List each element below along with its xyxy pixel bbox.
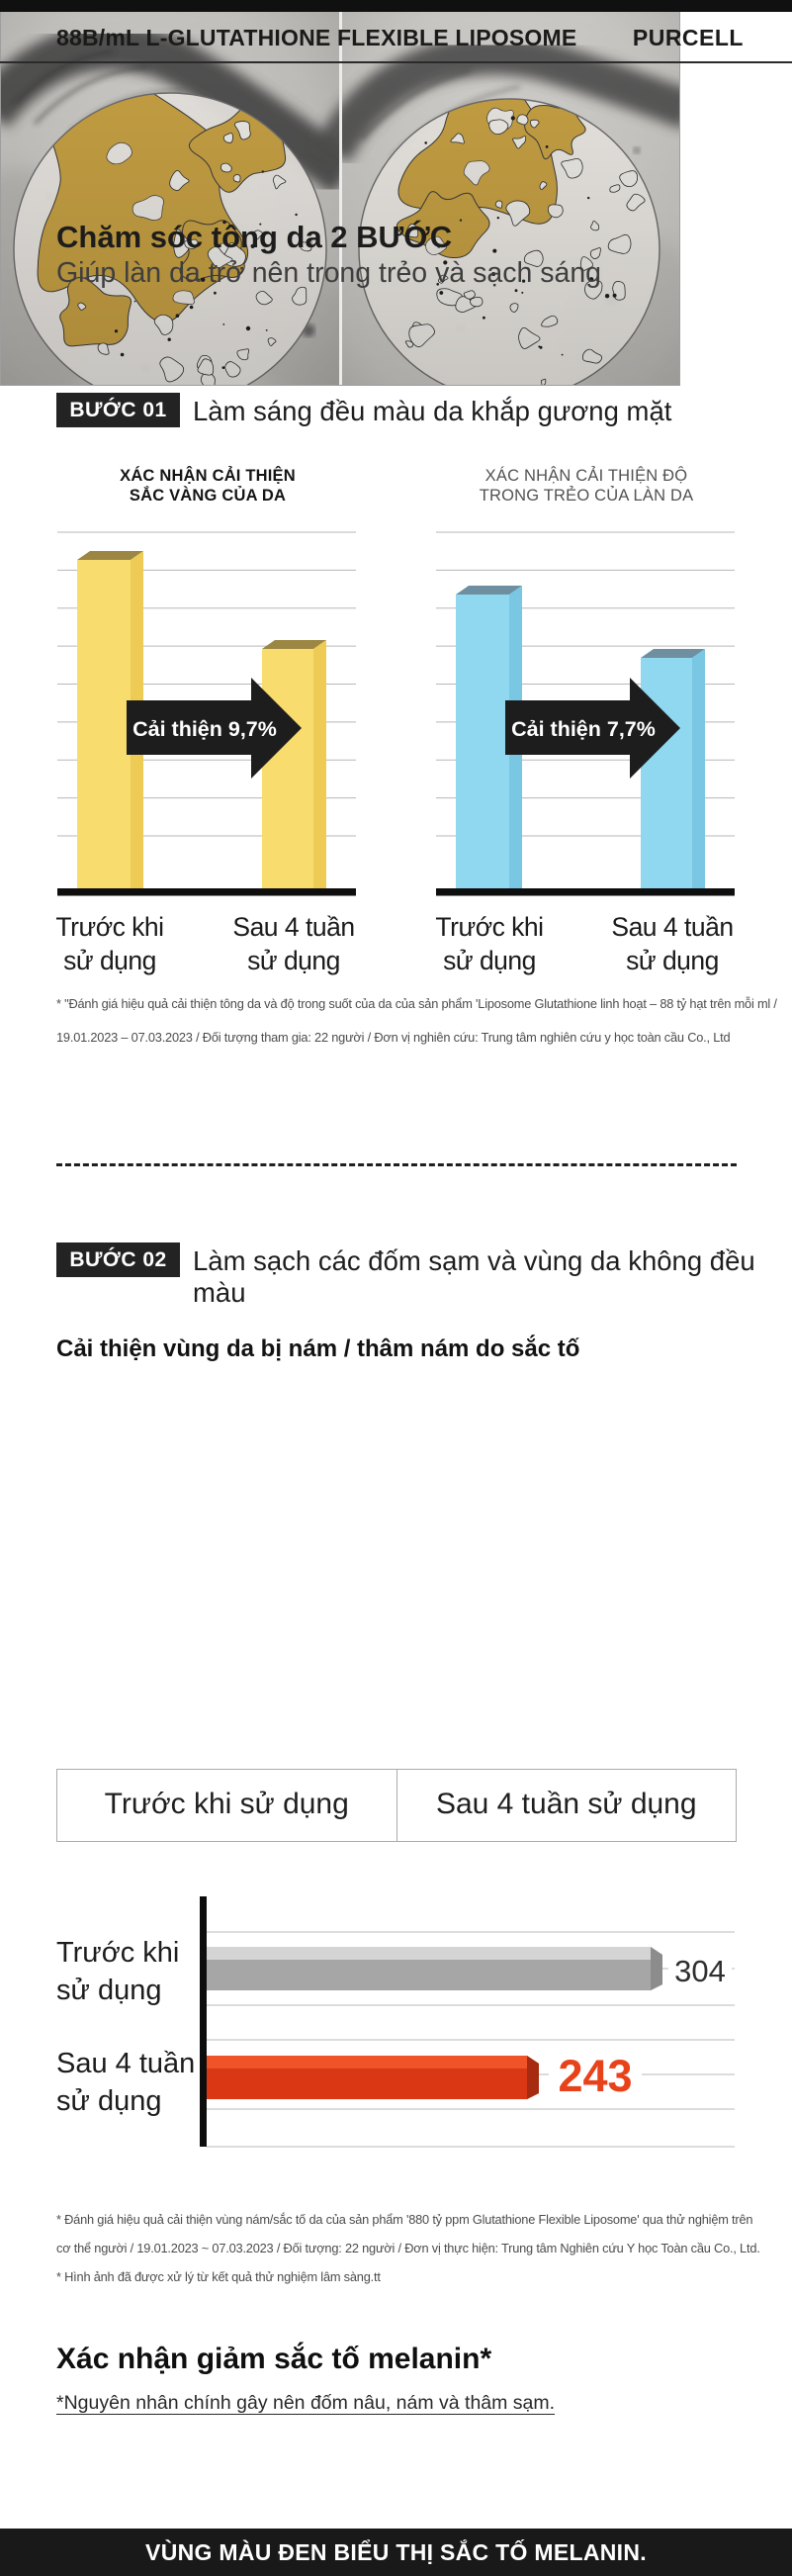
product-name: 88B/mL L-GLUTATHIONE FLEXIBLE LIPOSOME	[56, 25, 577, 50]
photo-divider	[339, 0, 342, 386]
step1-badge: BƯỚC 01	[56, 393, 180, 427]
brand-logo: PURCELL	[632, 25, 744, 50]
svg-text:304: 304	[674, 1954, 726, 1988]
svg-text:Cải thiện 9,7%: Cải thiện 9,7%	[132, 717, 277, 741]
chart-blue-clarity	[435, 524, 738, 900]
chart-melanin	[56, 1889, 748, 2157]
page-title: Chăm sóc tông da 2 BƯỚC	[56, 220, 453, 254]
chart-yellow-tone	[56, 524, 359, 900]
step1-footnote	[56, 987, 777, 1055]
xlabel-line: sử dụng	[63, 946, 156, 975]
hbar-label-line: sử dụng	[56, 1975, 162, 2006]
xlabel-line: Sau 4 tuần	[611, 912, 734, 942]
step2-footnote-line3: * Hình ảnh đã được xử lý từ kết quả thử nghiệm lâm sàng.tt	[56, 2269, 381, 2284]
hbar-label-line: Sau 4 tuần	[56, 2048, 196, 2079]
svg-text:Cải thiện 7,7%: Cải thiện 7,7%	[511, 717, 656, 741]
hbar-label-line: sử dụng	[56, 2085, 162, 2117]
chart1-xlabel-after	[224, 910, 363, 977]
footer-text: VÙNG MÀU ĐEN BIỂU THỊ SẮC TỐ MELANIN.	[145, 2539, 647, 2565]
chart2-title	[435, 467, 738, 506]
step2-heading: Làm sạch các đốm sạm và vùng da không đều màu	[193, 1245, 755, 1308]
chart2-xlabel-after	[603, 910, 742, 977]
xlabel-line: sử dụng	[443, 946, 536, 975]
step1-footnote-line1: * "Đánh giá hiệu quả cải thiện tông da và độ trong suốt của da của sản phẩm 'Liposome Glutathione linh hoạt – 88 tỷ hạt trên mỗi ml /	[56, 996, 777, 1011]
chart1-title	[56, 467, 359, 506]
footer-bar	[0, 2529, 792, 2576]
result-heading: Xác nhận giảm sắc tố melanin*	[56, 2343, 492, 2375]
chart2-title-line2: TRONG TRẺO CỦA LÀN DA	[479, 486, 694, 505]
xlabel-line: sử dụng	[626, 946, 719, 975]
chart2-title-line1: XÁC NHẬN CẢI THIỆN ĐỘ	[484, 467, 688, 485]
photo-label-after: Sau 4 tuần sử dụng	[396, 1770, 737, 1841]
chart1-xlabel-before	[41, 910, 179, 977]
step2-footnote	[56, 2205, 760, 2291]
photo-label-box	[56, 1769, 737, 1842]
step1-footnote-line2: 19.01.2023 – 07.03.2023 / Đối tượng tham gia: 22 người / Đơn vị nghiên cứu: Trung tâm nghiên cứu y học toàn cầu Co., Ltd	[56, 1030, 731, 1045]
dashed-divider	[56, 1163, 737, 1166]
before-photo	[0, 0, 386, 386]
header-divider	[0, 61, 792, 63]
result-note: *Nguyên nhân chính gây nên đốm nâu, nám và thâm sạm.	[56, 2392, 556, 2414]
svg-text:243: 243	[558, 2051, 633, 2101]
top-black-bar	[0, 0, 792, 12]
step2-badge: BƯỚC 02	[56, 1242, 180, 1277]
chart2-xlabel-before	[420, 910, 559, 977]
before-after-photos	[0, 0, 680, 386]
step2-subheading: Cải thiện vùng da bị nám / thâm nám do sắc tố	[56, 1335, 580, 1362]
step2-footnote-line2: cơ thể người / 19.01.2023 ~ 07.03.2023 / Đối tượng: 22 người / Đơn vị thực hiện: Trung tâm Nghiên cứu Y học Toàn cầu Co., Ltd.	[56, 2241, 760, 2255]
after-photo	[332, 0, 680, 386]
step2-footnote-line1: * Đánh giá hiệu quả cải thiện vùng nám/sắc tố da của sản phẩm '880 tỷ ppm Glutathione Flexible Liposome' qua thử nghiệm trên	[56, 2212, 753, 2227]
step1-heading: Làm sáng đều màu da khắp gương mặt	[193, 396, 672, 426]
xlabel-line: Sau 4 tuần	[232, 912, 355, 942]
page-subtitle: Giúp làn da trở nên trong trẻo và sạch sáng	[56, 257, 602, 289]
photo-label-before: Trước khi sử dụng	[104, 1788, 349, 1820]
hbar-label-line: Trước khi	[56, 1937, 180, 1969]
chart1-title-line2: SẮC VÀNG CỦA DA	[129, 486, 287, 505]
xlabel-line: sử dụng	[247, 946, 340, 975]
chart1-title-line1: XÁC NHẬN CẢI THIỆN	[120, 467, 296, 485]
xlabel-line: Trước khi	[55, 912, 164, 942]
xlabel-line: Trước khi	[435, 912, 544, 942]
